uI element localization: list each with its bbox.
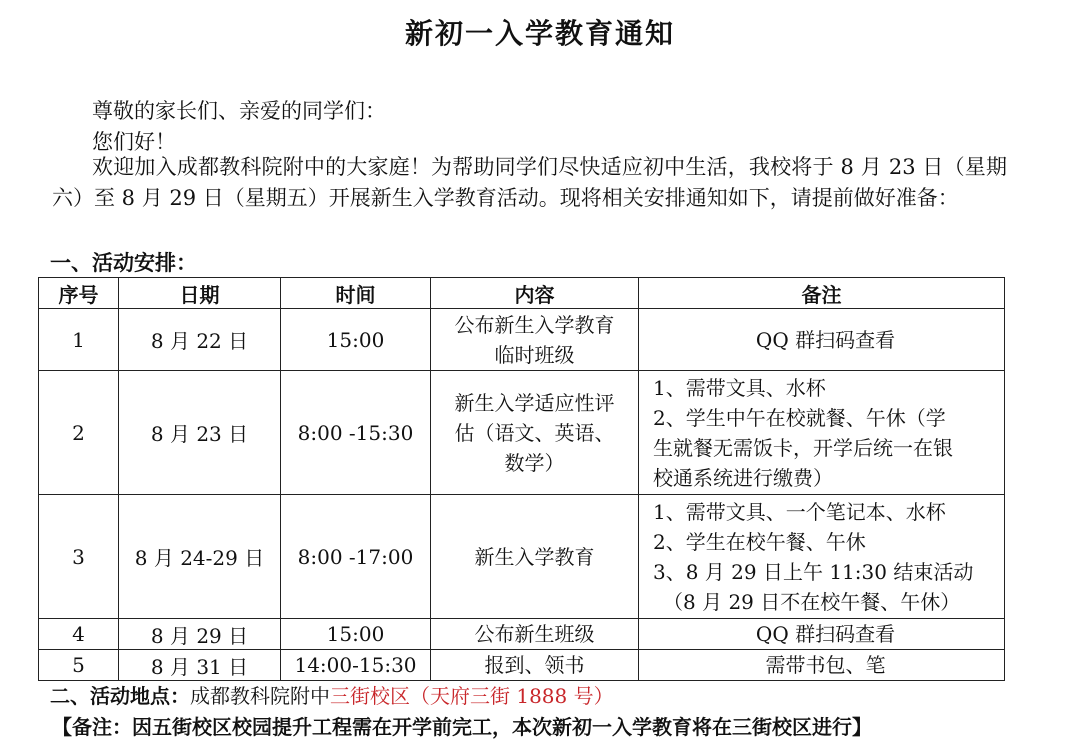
- note-line: QQ 群扫码查看: [755, 327, 896, 352]
- table-row: [39, 371, 1005, 495]
- content-line: 新生入学教育: [474, 544, 595, 569]
- greeting: 尊敬的家长们、亲爱的同学们：: [92, 99, 386, 123]
- schedule-table: [38, 277, 1005, 681]
- cell-notes: [639, 495, 1005, 619]
- note-line: 校通系统进行缴费）: [653, 465, 833, 490]
- table-row: [39, 495, 1005, 619]
- header-time: 时间: [281, 278, 431, 309]
- location-address: （天府三街 1888 号）: [410, 684, 614, 708]
- cell-notes: [639, 371, 1005, 495]
- cell-date: 8 月 22 日: [119, 309, 281, 371]
- table-row: [39, 309, 1005, 371]
- header-notes: 备注: [639, 278, 1005, 309]
- note-line: QQ 群扫码查看: [755, 622, 896, 646]
- note-line: 2、学生在校午餐、午休: [653, 529, 866, 554]
- cell-no: 5: [39, 650, 119, 681]
- content-line: 公布新生入学教育: [454, 312, 615, 337]
- cell-content: [431, 371, 639, 495]
- cell-content: [431, 650, 639, 681]
- content-line: 报到、领书: [484, 653, 585, 677]
- cell-date: 8 月 23 日: [119, 371, 281, 495]
- cell-no: 1: [39, 309, 119, 371]
- table-header-row: [39, 278, 1005, 309]
- cell-no: 4: [39, 619, 119, 650]
- cell-no: 3: [39, 495, 119, 619]
- note-line: （8 月 29 日不在校午餐、午休）: [663, 589, 961, 614]
- content-line: 临时班级: [494, 342, 575, 367]
- header-date: 日期: [119, 278, 281, 309]
- note-line: 1、需带文具、一个笔记本、水杯: [653, 499, 946, 524]
- location-school: 成都教科院附中: [190, 684, 330, 708]
- cell-notes: [639, 619, 1005, 650]
- cell-time: 8:00 -17:00: [281, 495, 431, 619]
- intro-paragraph: 欢迎加入成都教科院附中的大家庭！为帮助同学们尽快适应初中生活，我校将于 8 月 23 日（星期六）至 8 月 29 日（星期五）开展新生入学教育活动。现将相关安排通知如下，请提前做好准备：: [52, 155, 1007, 210]
- content-line: 公布新生班级: [474, 622, 595, 646]
- cell-time: 15:00: [281, 619, 431, 650]
- cell-notes: [639, 309, 1005, 371]
- notice-title: 新初一入学教育通知: [404, 17, 675, 50]
- cell-no: 2: [39, 371, 119, 495]
- section-location: [50, 680, 614, 709]
- content-line: 新生入学适应性评: [454, 390, 615, 415]
- cell-content: [431, 495, 639, 619]
- content-line: 估（语文、英语、: [454, 420, 615, 445]
- cell-time: 8:00 -15:30: [281, 371, 431, 495]
- content-line: 数学）: [504, 450, 565, 475]
- cell-notes: [639, 650, 1005, 681]
- hello-line: 您们好！: [92, 130, 176, 154]
- section-heading-schedule: 一、活动安排：: [50, 251, 197, 275]
- cell-time: 15:00: [281, 309, 431, 371]
- note-line: 2、学生中午在校就餐、午休（学: [653, 405, 946, 430]
- table-row: [39, 650, 1005, 681]
- header-no: 序号: [39, 278, 119, 309]
- header-content: 内容: [431, 278, 639, 309]
- note-line: 需带书包、笔: [765, 653, 886, 677]
- note-line: 生就餐无需饭卡，开学后统一在银: [653, 435, 953, 460]
- location-campus: 三街校区: [330, 684, 410, 708]
- cell-content: [431, 619, 639, 650]
- cell-time: 14:00-15:30: [281, 650, 431, 681]
- table-row: [39, 619, 1005, 650]
- note-line: 1、需带文具、水杯: [653, 375, 826, 400]
- cell-date: 8 月 29 日: [119, 619, 281, 650]
- cell-date: 8 月 24-29 日: [119, 495, 281, 619]
- note-line: 3、8 月 29 日上午 11:30 结束活动: [653, 559, 974, 584]
- cell-date: 8 月 31 日: [119, 650, 281, 681]
- location-label: 二、活动地点：: [50, 684, 190, 708]
- remark-note: 【备注：因五街校区校园提升工程需在开学前完工，本次新初一入学教育将在三街校区进行】: [52, 715, 872, 739]
- cell-content: [431, 309, 639, 371]
